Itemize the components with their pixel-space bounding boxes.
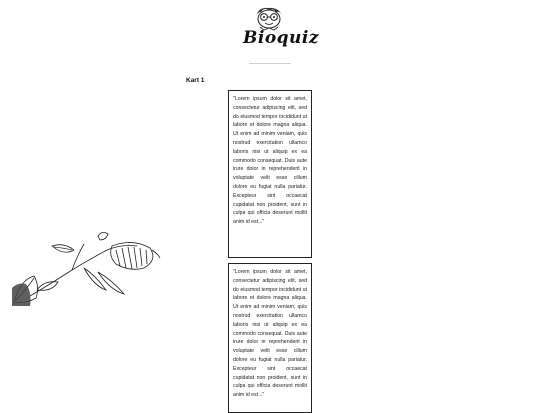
card-title: Kart 1	[186, 77, 205, 84]
header-divider	[249, 63, 291, 64]
card-text: "Lorem ipsum dolor sit amet, consectetur adipiscing elit, sed do eiusmod tempor incididunt ut labore et dolore magna aliqua. Ut enim ad minim veniam, quis nostrud exercitation ullamco laboris nisi ut aliquip ex ea commodo consequat. Duis aute irure dolor in reprehenderit in voluptate velit esse cillum dolore eu fugiat nulla pariatur. Excepteur sint occaecat cupidatat non proident, sunt in culpa qui officia deserunt mollit anim id est..."	[233, 269, 307, 399]
logo-text: Bioquiz	[243, 28, 320, 48]
card-text: "Lorem ipsum dolor sit amet, consectetur adipiscing elit, sed do eiusmod tempor incididunt ut labore et dolore magna aliqua. Ut enim ad minim veniam, quis nostrud exercitation ullamco laboris nisi ut aliquip ex ea commodo consequat. Duis aute irure dolor in reprehenderit in voluptate velit esse cillum dolore eu fugiat nulla pariatur. Excepteur sint occaecat cupidatat non proident, sunt in culpa qui officia deserunt mollit anim id est..."	[233, 96, 307, 226]
quiz-card[interactable]	[228, 263, 312, 413]
quiz-card[interactable]	[228, 90, 312, 258]
plant-illustration-icon	[12, 228, 162, 306]
plant-illustration	[12, 228, 162, 306]
